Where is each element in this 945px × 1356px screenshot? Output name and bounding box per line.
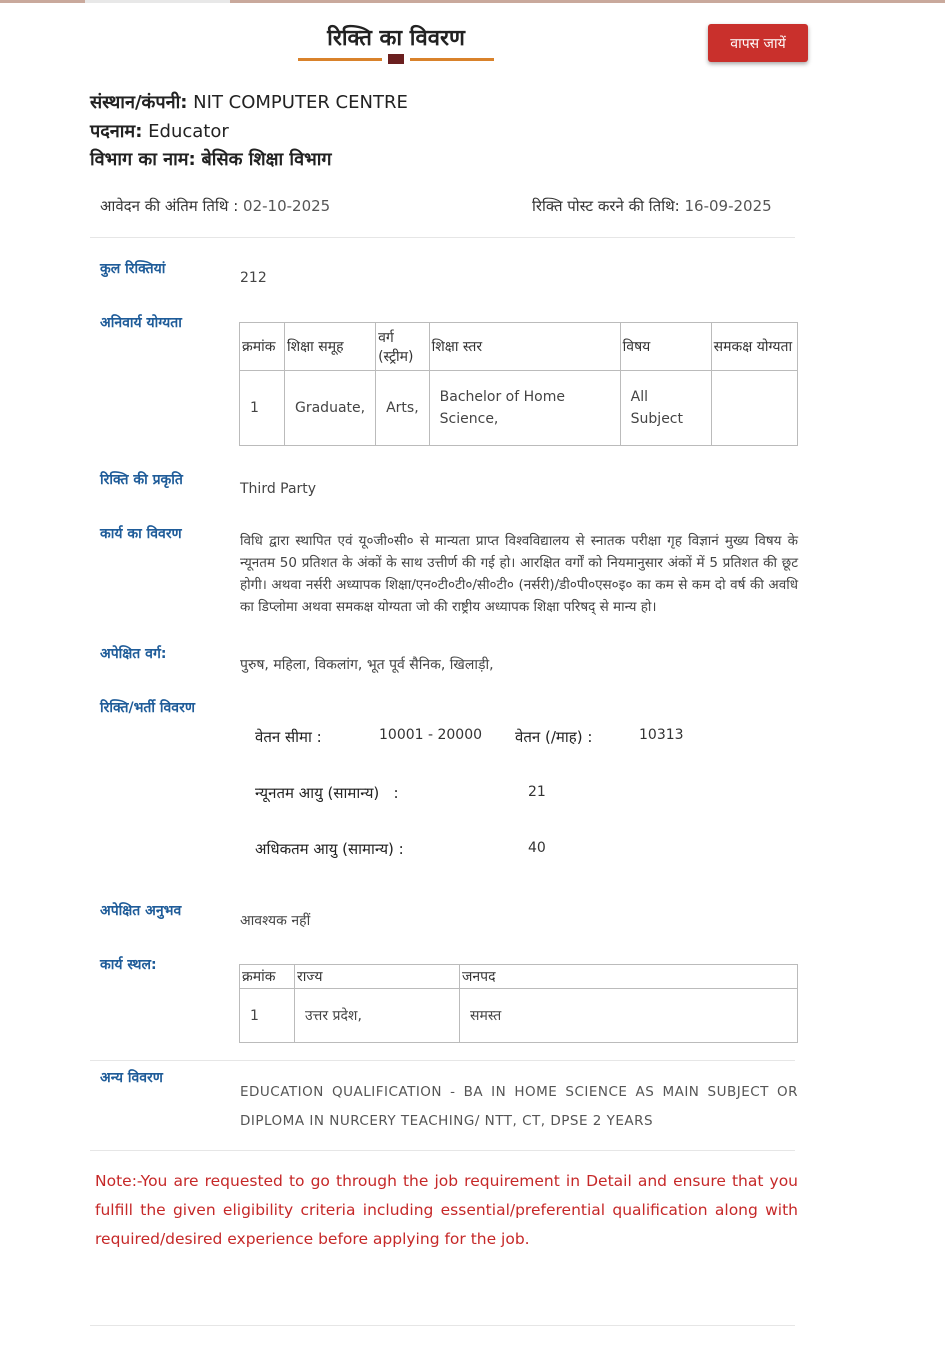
dept-row bbox=[90, 147, 332, 171]
cell-edu-level: Bachelor of Home Science, bbox=[429, 371, 620, 446]
col-equivalent: समकक्ष योग्यता bbox=[711, 323, 797, 371]
cell-district: समस्त bbox=[460, 989, 798, 1043]
top-border-highlight bbox=[85, 0, 230, 3]
note-text: Note:-You are requested to go through the job requirement in Detail and ensure that you fulfill the given eligibility criteria including essential/preferential qualification along with required/desired experience before applying for the job. bbox=[95, 1172, 798, 1248]
page-title: रिक्ति का विवरण bbox=[327, 26, 465, 51]
company-value: NIT COMPUTER CENTRE bbox=[193, 92, 408, 113]
col-edu-group: शिक्षा समूह bbox=[285, 323, 376, 371]
divider bbox=[90, 1150, 795, 1151]
post-row bbox=[90, 119, 229, 143]
last-date-value: 02-10-2025 bbox=[243, 197, 331, 215]
max-age-value: 40 bbox=[528, 840, 546, 856]
divider bbox=[90, 237, 795, 238]
col-state: राज्य bbox=[295, 965, 460, 989]
cell-edu-group: Graduate, bbox=[285, 371, 376, 446]
category-label: अपेक्षित वर्ग: bbox=[100, 646, 167, 662]
salary-monthly-label: वेतन (/माह) : bbox=[515, 728, 593, 746]
location-table bbox=[239, 964, 798, 1043]
location-label: कार्य स्थल: bbox=[100, 957, 157, 973]
title-ornament bbox=[388, 54, 404, 64]
title-underline-left bbox=[298, 58, 382, 61]
salary-monthly-value: 10313 bbox=[639, 727, 684, 743]
last-date-row bbox=[100, 196, 330, 216]
cell-serial: 1 bbox=[240, 371, 285, 446]
qualification-label: अनिवार्य योग्यता bbox=[100, 315, 182, 331]
col-serial: क्रमांक bbox=[240, 323, 285, 371]
post-label: पदनाम: bbox=[90, 121, 143, 142]
col-district: जनपद bbox=[460, 965, 798, 989]
post-value: Educator bbox=[148, 121, 229, 142]
cell-state: उत्तर प्रदेश, bbox=[295, 989, 460, 1043]
min-age-value: 21 bbox=[528, 784, 546, 800]
dept-label: विभाग का नाम: bbox=[90, 149, 196, 170]
cell-subject: All Subject bbox=[620, 371, 711, 446]
salary-range-label: वेतन सीमा : bbox=[255, 728, 322, 746]
title-underline-right bbox=[410, 58, 494, 61]
qualification-table bbox=[239, 322, 798, 446]
col-stream: वर्ग (स्ट्रीम) bbox=[376, 323, 430, 371]
nature-value: Third Party bbox=[240, 481, 317, 497]
max-age-label: अधिकतम आयु (सामान्य) : bbox=[255, 840, 404, 858]
experience-value: आवश्यक नहीं bbox=[240, 913, 311, 929]
other-details-value: EDUCATION QUALIFICATION - BA IN HOME SCIENCE AS MAIN SUBJECT OR DIPLOMA IN NURCERY TEACHING/ NTT, CT, DPSE 2 YEARS bbox=[240, 1084, 798, 1129]
bottom-divider bbox=[90, 1325, 795, 1326]
category-value: पुरुष, महिला, विकलांग, भूत पूर्व सैनिक, खिलाड़ी, bbox=[240, 657, 494, 673]
nature-label: रिक्ति की प्रकृति bbox=[100, 472, 183, 488]
min-age-label: न्यूनतम आयु (सामान्य) : bbox=[255, 784, 399, 802]
cell-equivalent bbox=[711, 371, 797, 446]
table-row bbox=[240, 989, 798, 1043]
divider bbox=[90, 1060, 795, 1061]
dept-value: बेसिक शिक्षा विभाग bbox=[201, 149, 332, 170]
col-subject: विषय bbox=[620, 323, 711, 371]
post-date-value: 16-09-2025 bbox=[684, 197, 772, 215]
total-vacancies-value: 212 bbox=[240, 270, 267, 286]
post-date-row bbox=[532, 196, 772, 216]
back-button[interactable]: वापस जायें bbox=[708, 24, 808, 62]
col-serial: क्रमांक bbox=[240, 965, 295, 989]
post-date-label: रिक्ति पोस्ट करने की तिथि: bbox=[532, 197, 680, 215]
cell-stream: Arts, bbox=[376, 371, 430, 446]
table-row bbox=[240, 371, 798, 446]
work-desc-label: कार्य का विवरण bbox=[100, 526, 182, 542]
experience-label: अपेक्षित अनुभव bbox=[100, 903, 182, 919]
company-row bbox=[90, 90, 408, 114]
salary-range-value: 10001 - 20000 bbox=[379, 727, 483, 743]
other-details-label: अन्य विवरण bbox=[100, 1070, 163, 1086]
col-edu-level: शिक्षा स्तर bbox=[429, 323, 620, 371]
company-label: संस्थान/कंपनी: bbox=[90, 92, 188, 113]
last-date-label: आवेदन की अंतिम तिथि : bbox=[100, 197, 239, 215]
recruit-label: रिक्ति/भर्ती विवरण bbox=[100, 700, 195, 716]
table-header-row bbox=[240, 965, 798, 989]
total-vacancies-label: कुल रिक्तियां bbox=[100, 261, 166, 277]
table-header-row bbox=[240, 323, 798, 371]
cell-serial: 1 bbox=[240, 989, 295, 1043]
work-desc-value: विधि द्वारा स्थापित एवं यू०जी०सी० से मान्यता प्राप्त विश्वविद्यालय से स्नातक परीक्षा गृह विज्ञानं मुख्य विषय के न्यूनतम 50 प्रतिशत के अंकों के साथ उत्तीर्ण की गई हो। आरक्षित वर्गों को नियमानुसार अंकों में 5 प्रतिशत की छूट होगी। अथवा नर्सरी अध्यापक शिक्षा/एन०टी०टी०/सी०टी० (नर्सरी)/डी०पी०एस०इ० का कम से कम दो वर्ष की अवधि का डिप्लोमा अथवा समकक्ष योग्यता जो की राष्ट्रीय अध्यापक शिक्षा परिषद् से मान्य हो। bbox=[240, 533, 798, 615]
